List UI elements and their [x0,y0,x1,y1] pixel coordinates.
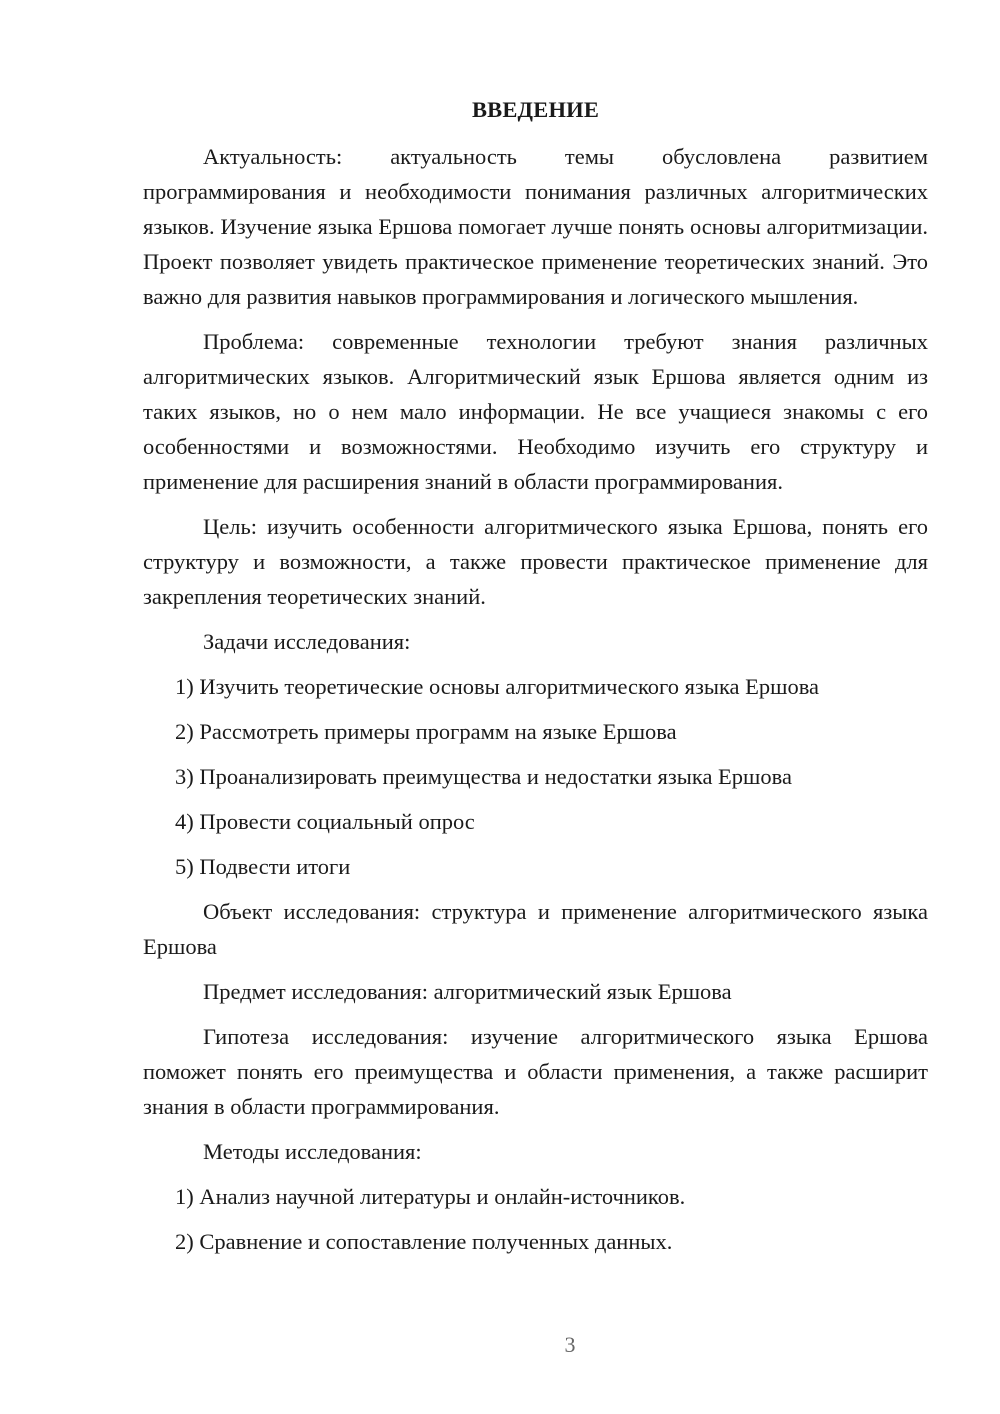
relevance-paragraph: Актуальность: актуальность темы обусловлена развитием программирования и необходимости понимания различных алгоритмических языков. Изучение языка Ершова помогает лучше понять основы алгоритмизации. Проект позволяет увидеть практическое применение теоретических знаний. Это важно для развития навыков программирования и логического мышления. [143,144,928,309]
task-item: 3) Проанализировать преимущества и недостатки языка Ершова [175,764,792,789]
method-item: 2) Сравнение и сопоставление полученных данных. [175,1229,673,1254]
task-item: 2) Рассмотреть примеры программ на языке Ершова [175,719,677,744]
task-item: 5) Подвести итоги [175,854,351,879]
tasks-list [143,669,928,884]
problem-paragraph: Проблема: современные технологии требуют знания различных алгоритмических языков. Алгоритмический язык Ершова является одним из таких языков, но о нем мало информации. Не все учащиеся знакомы с его особенностями и возможностями. Необходимо изучить его структуру и применение для расширения знаний в области программирования. [143,329,928,494]
goal-paragraph: Цель: изучить особенности алгоритмического языка Ершова, понять его структуру и возможности, а также провести практическое применение для закрепления теоретических знаний. [143,514,928,609]
page-title: ВВЕДЕНИЕ [471,97,600,122]
method-item: 1) Анализ научной литературы и онлайн-источников. [175,1184,686,1209]
page-content [143,92,928,1269]
task-item: 4) Провести социальный опрос [175,809,475,834]
methods-heading: Методы исследования: [203,1139,422,1164]
hypothesis-paragraph: Гипотеза исследования: изучение алгоритмического языка Ершова поможет понять его преимущества и области применения, а также расширит знания в области программирования. [143,1024,928,1119]
tasks-heading: Задачи исследования: [203,629,411,654]
page-number: 3 [564,1332,576,1357]
subject-paragraph: Предмет исследования: алгоритмический язык Ершова [203,979,732,1004]
object-paragraph: Объект исследования: структура и применение алгоритмического языка Ершова [143,899,928,959]
methods-list [143,1179,928,1259]
task-item: 1) Изучить теоретические основы алгоритмического языка Ершова [175,674,820,699]
